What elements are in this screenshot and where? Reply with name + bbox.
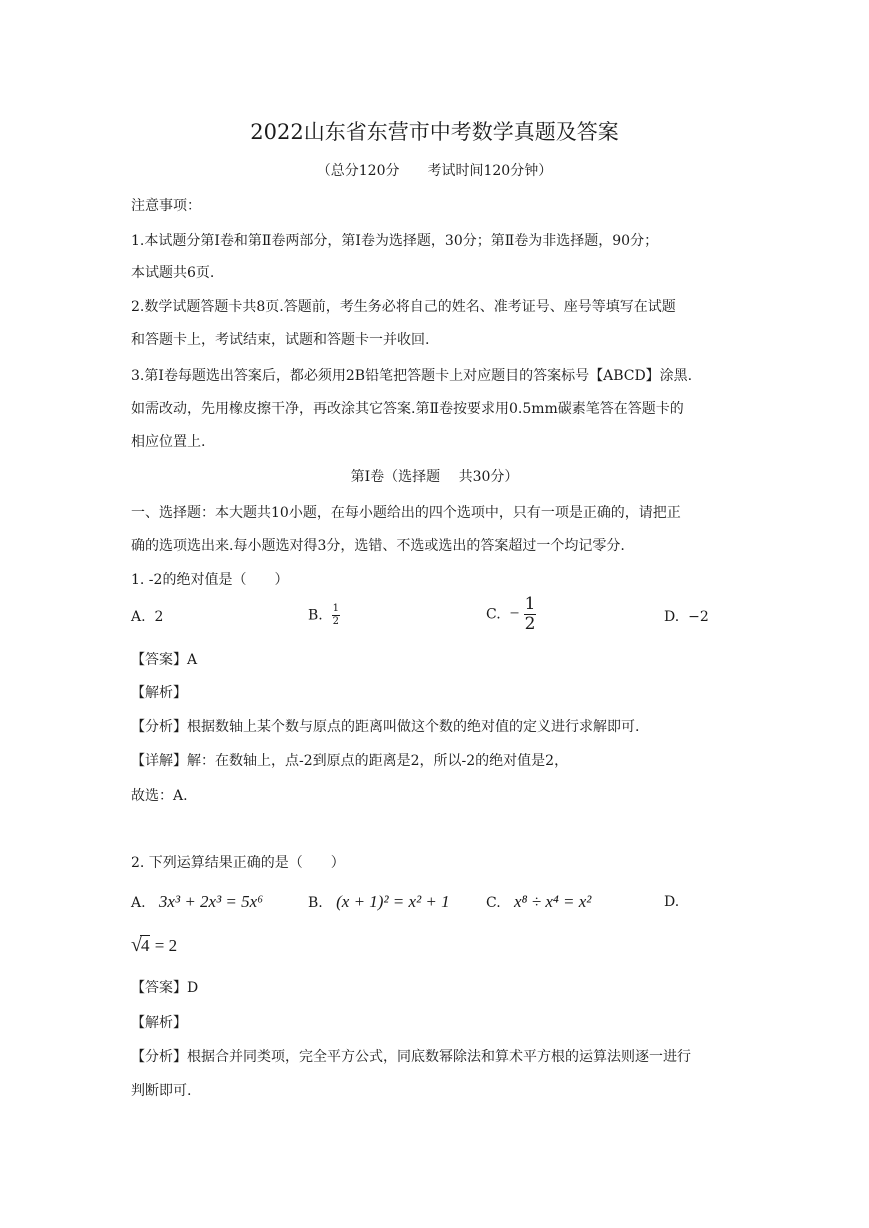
notice-line-7: 相应位置上. <box>131 434 206 450</box>
q2-stem: 2. 下列运算结果正确的是（ ） <box>131 855 345 871</box>
q2-option-d-radicand: 4 <box>140 936 150 955</box>
section-intro-1: 一、选择题：本大题共10小题，在每小题给出的四个选项中，只有一项是正确的，请把正 <box>131 505 681 521</box>
q2-option-b <box>308 892 450 912</box>
q2-fenxi-2: 判断即可. <box>131 1083 192 1099</box>
q2-answer: 【答案】D <box>131 980 199 996</box>
q2-fenxi-1: 【分析】根据合并同类项，完全平方公式，同底数幂除法和算术平方根的运算法则逐一进行 <box>131 1049 691 1065</box>
q1-option-a-label: A. <box>131 609 146 625</box>
q1-analysis-label: 【解析】 <box>131 685 187 701</box>
q2-option-b-expression: (x + 1)² = x² + 1 <box>336 892 450 911</box>
notice-heading: 注意事项： <box>131 198 201 214</box>
section-intro-2: 确的选项选出来.每小题选对得3分，选错、不选或选出的答案超过一个均记零分. <box>131 538 625 554</box>
q1-stem: 1. -2的绝对值是（ ） <box>131 572 289 588</box>
q1-fenxi: 【分析】根据数轴上某个数与原点的距离叫做这个数的绝对值的定义进行求解即可. <box>131 719 640 735</box>
q1-xiangjie: 【详解】解：在数轴上，点-2到原点的距离是2，所以-2的绝对值是2， <box>131 753 569 769</box>
q1-option-c-fraction <box>524 596 537 633</box>
notice-line-1: 1.本试题分第Ⅰ卷和第Ⅱ卷两部分，第Ⅰ卷为选择题，30分；第Ⅱ卷为非选择题，90分； <box>131 233 659 249</box>
q1-option-c <box>486 596 536 633</box>
q2-option-c-expression: x⁸ ÷ x⁴ = x² <box>514 892 592 911</box>
q1-option-b-denominator: 2 <box>332 616 340 627</box>
q1-option-d-value: −2 <box>688 609 709 625</box>
q1-option-c-sign: − <box>509 603 520 623</box>
q2-option-a-expression: 3x³ + 2x³ = 5x⁶ <box>158 892 264 911</box>
page-title: 2022山东省东营市中考数学真题及答案 <box>250 120 619 144</box>
q2-option-c-label: C. <box>486 895 501 911</box>
q1-option-c-denominator: 2 <box>524 614 536 634</box>
q1-answer: 【答案】A <box>131 652 198 668</box>
q2-analysis-label: 【解析】 <box>131 1015 187 1031</box>
notice-line-6: 如需改动，先用橡皮擦干净，再改涂其它答案.第Ⅱ卷按要求用0.5mm碳素笔答在答题卡的 <box>131 401 684 417</box>
q1-option-b <box>308 604 340 627</box>
q2-option-d <box>664 894 679 910</box>
q1-option-d-label: D. <box>664 609 680 625</box>
notice-line-2: 本试题共6页. <box>131 265 215 281</box>
q1-option-c-numerator: 1 <box>524 594 536 614</box>
q2-option-d-expression <box>131 934 177 957</box>
q2-option-d-result: = 2 <box>150 936 178 955</box>
q1-option-a-value: 2 <box>154 609 164 625</box>
notice-line-5: 3.第Ⅰ卷每题选出答案后，都必须用2B铅笔把答题卡上对应题目的答案标号【ABCD】涂黑. <box>131 368 693 384</box>
page-subtitle: （总分120分 考试时间120分钟） <box>316 163 553 179</box>
q2-option-c <box>486 892 591 912</box>
section-title: 第Ⅰ卷（选择题 共30分） <box>350 469 519 485</box>
q2-option-a-label: A. <box>131 895 146 911</box>
q1-option-a <box>131 609 163 625</box>
notice-line-3: 2.数学试题答题卡共8页.答题前，考生务必将自己的姓名、准考证号、座号等填写在试题 <box>131 299 676 315</box>
q2-option-a <box>131 892 263 912</box>
q1-option-d <box>664 609 709 625</box>
q1-option-c-label: C. <box>486 606 501 623</box>
q1-choose: 故选：A. <box>131 788 188 804</box>
sqrt-icon: √ <box>131 934 142 956</box>
q2-option-b-label: B. <box>308 895 323 911</box>
q1-option-b-numerator: 1 <box>332 603 340 614</box>
q1-option-b-fraction <box>332 604 340 627</box>
notice-line-4: 和答题卡上，考试结束，试题和答题卡一并收回. <box>131 332 430 348</box>
q1-option-b-label: B. <box>308 607 323 624</box>
q2-option-d-label: D. <box>664 894 680 910</box>
